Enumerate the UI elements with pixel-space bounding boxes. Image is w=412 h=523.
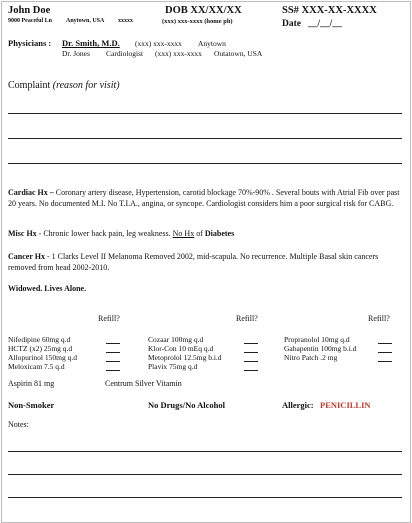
secondary-physician-city: Outatown, USA (214, 49, 263, 58)
substance-status: No Drugs/No Alcohol (148, 400, 225, 410)
date-field[interactable]: __/__/__ (308, 19, 342, 29)
primary-physician-phone: (xxx) xxx-xxxx (135, 39, 182, 48)
misc-text: - Chronic lower back pain, leg weakness. (38, 229, 171, 238)
patient-city: Anytown, USA (66, 18, 105, 24)
misc-label: Misc Hx (8, 229, 37, 238)
refill-header-col1: Refill? (98, 314, 120, 323)
medication-item: Klor-Con 10 mEq q.d (148, 344, 214, 353)
refill-blank[interactable] (244, 352, 258, 353)
cancer-text: - 1 Clarks Level II Melanoma Removed 2002, mid-scapula. No recurrence. Multiple Basal skin cancers removed from head 2002-2010. (8, 252, 379, 272)
notes-label: Notes: (8, 420, 29, 429)
refill-blank[interactable] (106, 361, 120, 362)
refill-blank[interactable] (106, 343, 120, 344)
medication-item: Cozaar 100mg q.d (148, 335, 204, 344)
smoking-status: Non-Smoker (8, 400, 55, 410)
vitamin-item: Centrum Silver Vitamin (105, 379, 182, 388)
medication-item: Meloxicam 7.5 q.d (8, 362, 65, 371)
patient-name: John Doe (8, 5, 51, 16)
secondary-physician: Dr. Jones (62, 49, 90, 58)
no-hx-text: No Hx (172, 229, 195, 238)
medication-item: HCTZ (x2) 25mg q.d (8, 344, 73, 353)
social-history: Widowed. Lives Alone. (8, 284, 87, 293)
complaint-section (8, 80, 120, 91)
refill-blank[interactable] (106, 370, 120, 371)
complaint-line[interactable] (8, 163, 402, 164)
complaint-line[interactable] (8, 113, 402, 114)
medication-item: Gabapentin 100mg b.i.d (284, 344, 357, 353)
refill-blank[interactable] (378, 352, 392, 353)
secondary-physician-phone: (xxx) xxx-xxxx (155, 49, 202, 58)
complaint-label: Complaint (8, 80, 51, 91)
medication-item: Plavix 75mg q.d (148, 362, 198, 371)
allergy-label: Allergic: (282, 400, 314, 410)
patient-dob: DOB XX/XX/XX (165, 5, 242, 16)
complaint-hint: (reason for visit) (52, 80, 120, 91)
complaint-line[interactable] (8, 138, 402, 139)
aspirin-item: Aspirin 81 mg (8, 379, 55, 388)
notes-line[interactable] (8, 474, 402, 475)
allergy-value: PENICILLIN (320, 400, 371, 410)
refill-header-col2: Refill? (236, 314, 258, 323)
cancer-history (8, 252, 404, 273)
date-label: Date (282, 19, 301, 29)
physicians-label: Physicians : (8, 38, 52, 48)
primary-physician-city: Anytown (198, 39, 226, 48)
refill-blank[interactable] (244, 343, 258, 344)
patient-ssn: SS# XXX-XX-XXXX (282, 5, 377, 16)
cardiac-history (8, 188, 404, 209)
misc-history (8, 229, 404, 240)
patient-intake-form (1, 1, 411, 523)
cancer-label: Cancer Hx (8, 252, 45, 261)
cardiac-label: Cardiac Hx – (8, 188, 54, 197)
primary-physician: Dr. Smith, M.D. (62, 38, 120, 48)
refill-blank[interactable] (106, 352, 120, 353)
patient-address: 9000 Peaceful Ln (8, 18, 52, 24)
medication-item: Nitro Patch .2 mg (284, 353, 338, 362)
secondary-physician-specialty: Cardiologist (106, 49, 144, 58)
refill-header-col3: Refill? (368, 314, 390, 323)
refill-blank[interactable] (244, 361, 258, 362)
diabetes-text: Diabetes (204, 229, 235, 238)
medication-item: Propranolol 10mg q.d (284, 335, 350, 344)
notes-line[interactable] (8, 451, 402, 452)
patient-home-phone: (xxx) xxx-xxxx (home ph) (162, 18, 233, 25)
of-text: of (196, 229, 203, 238)
medication-item: Nifedipine 60mg q.d (8, 335, 71, 344)
cardiac-text: Coronary artery disease, Hypertension, carotid blockage 70%-90% . Several bouts with Atrial Fib over past 20 years. No documented M.I. No T.I.A., angina, or syncope. Cardiologist considers him a poor surgical risk for CABG. (8, 188, 400, 208)
refill-blank[interactable] (244, 370, 258, 371)
notes-line[interactable] (8, 497, 402, 498)
medication-item: Allopurinol 150mg q.d (8, 353, 77, 362)
refill-blank[interactable] (378, 343, 392, 344)
refill-blank[interactable] (378, 361, 392, 362)
medication-item: Metoprolol 12.5mg b.i.d (148, 353, 222, 362)
patient-zip: xxxxx (118, 18, 133, 24)
